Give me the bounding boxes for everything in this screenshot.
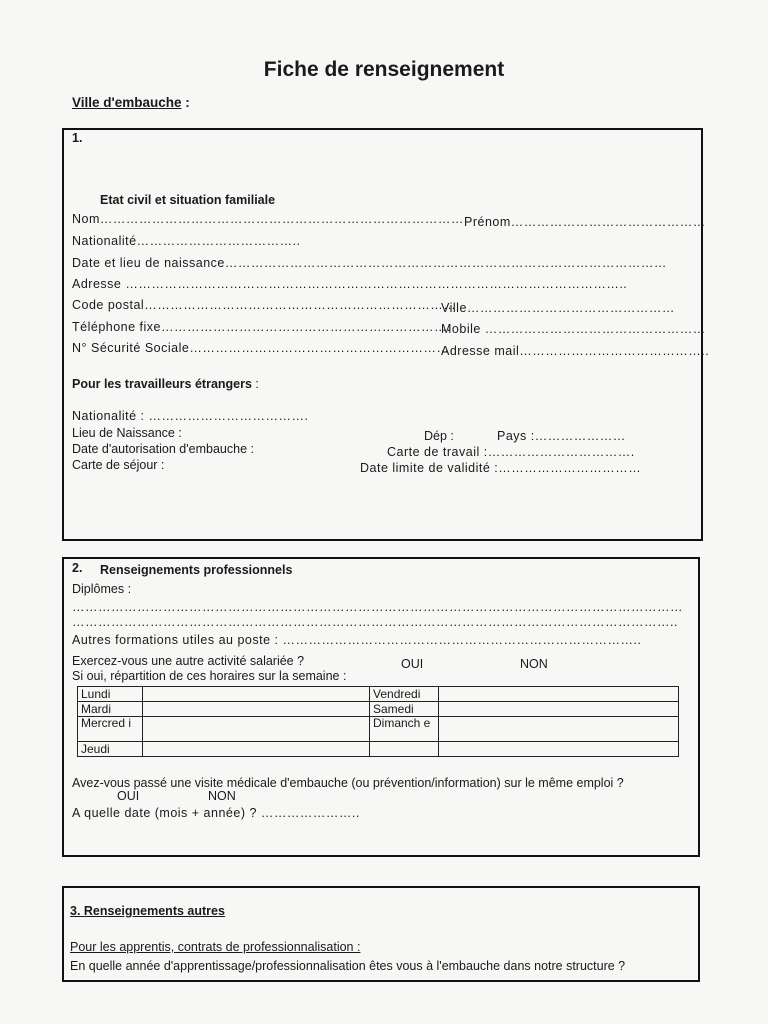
hours-vendredi[interactable] [439,687,679,702]
day-jeudi: Jeudi [78,742,143,757]
field-telephone-fixe[interactable]: Téléphone fixe…………………………………………………………. [72,320,451,334]
hours-lundi[interactable] [143,687,370,702]
diplomes-line-2[interactable]: ………………………………………………………………………………………………………………………….. [72,615,678,629]
day-lundi: Lundi [78,687,143,702]
field-code-postal[interactable]: Code postal……………………………………………………………… [72,298,457,312]
field-autres-formations[interactable]: Autres formations utiles au poste : ……………………………………………………………………….. [72,633,642,647]
option-oui[interactable]: OUI [401,657,424,671]
section-heading: Renseignements professionnels [100,563,293,577]
field-etr-lieu[interactable]: Lieu de Naissance : [72,426,182,440]
field-etr-date-autorisation[interactable]: Date d'autorisation d'embauche : [72,442,254,456]
field-securite-sociale[interactable]: N° Sécurité Sociale……………………………………………………. [72,341,454,355]
diplomes-line-1[interactable]: …………………………………………………………………………………………………………………………… [72,600,683,614]
field-nationalite[interactable]: Nationalité……………………………….. [72,234,301,248]
question-autre-activite: Exercez-vous une autre activité salariée ? [72,654,305,668]
page-title: Fiche de renseignement [263,58,505,81]
hours-mercredi[interactable] [143,717,370,742]
etrangers-heading: Pour les travailleurs étrangers : [72,377,259,391]
field-date-limite[interactable]: Date limite de validité :…………………………… [360,461,642,475]
field-naissance[interactable]: Date et lieu de naissance………………………………………………………………………………………… [72,256,667,270]
field-etr-carte-sejour[interactable]: Carte de séjour : [72,458,165,472]
field-adresse-mail[interactable]: Adresse mail…………………………………….. [441,344,710,358]
field-dep[interactable]: Dép : [424,429,454,443]
hours-mardi[interactable] [143,702,370,717]
hours-samedi[interactable] [439,702,679,717]
day-samedi: Samedi [370,702,439,717]
field-pays[interactable]: Pays :………………… [497,429,626,443]
hours-dimanche[interactable] [439,717,679,742]
section-number: 1. [72,131,83,145]
field-mobile[interactable]: Mobile …………………………………………… [441,322,706,336]
option-non[interactable]: NON [520,657,548,671]
empty-cell [370,742,439,757]
hours-jeudi[interactable] [143,742,370,757]
section-heading: 3. Renseignements autres [70,904,225,918]
field-ville[interactable]: Ville………………………………………… [441,301,675,315]
section-number: 2. [72,561,83,575]
day-mardi: Mardi [78,702,143,717]
section-heading: Etat civil et situation familiale [100,193,276,207]
day-mercredi: Mercred i [78,717,143,742]
question-visite-medicale: Avez-vous passé une visite médicale d'embauche (ou prévention/information) sur le même emploi ? [72,776,624,790]
repartition-label: Si oui, répartition de ces horaires sur la semaine : [72,669,347,683]
day-dimanche: Dimanch e [370,717,439,742]
day-vendredi: Vendredi [370,687,439,702]
question-annee-apprentissage: En quelle année d'apprentissage/professionnalisation êtes vous à l'embauche dans notre structure ? [70,959,626,973]
field-prenom[interactable]: Prénom……………………………………… [464,215,706,229]
apprentis-label: Pour les apprentis, contrats de professionnalisation : [70,940,361,954]
schedule-table [77,686,679,757]
field-diplomes[interactable]: Diplômes : [72,582,132,596]
empty-cell [439,742,679,757]
field-quelle-date[interactable]: A quelle date (mois + année) ? ………………….. [72,806,360,820]
option-visite-oui[interactable]: OUI [117,789,140,803]
field-nom[interactable]: Nom………………………………………………………………………… [72,212,464,226]
field-carte-travail[interactable]: Carte de travail :……………………………. [387,445,635,459]
ville-embauche-label: Ville d'embauche : [72,95,190,110]
field-etr-nationalite[interactable]: Nationalité : ………………………………. [72,409,309,423]
option-visite-non[interactable]: NON [208,789,236,803]
field-adresse[interactable]: Adresse …………………………………………………………………………………………………….. [72,277,628,291]
